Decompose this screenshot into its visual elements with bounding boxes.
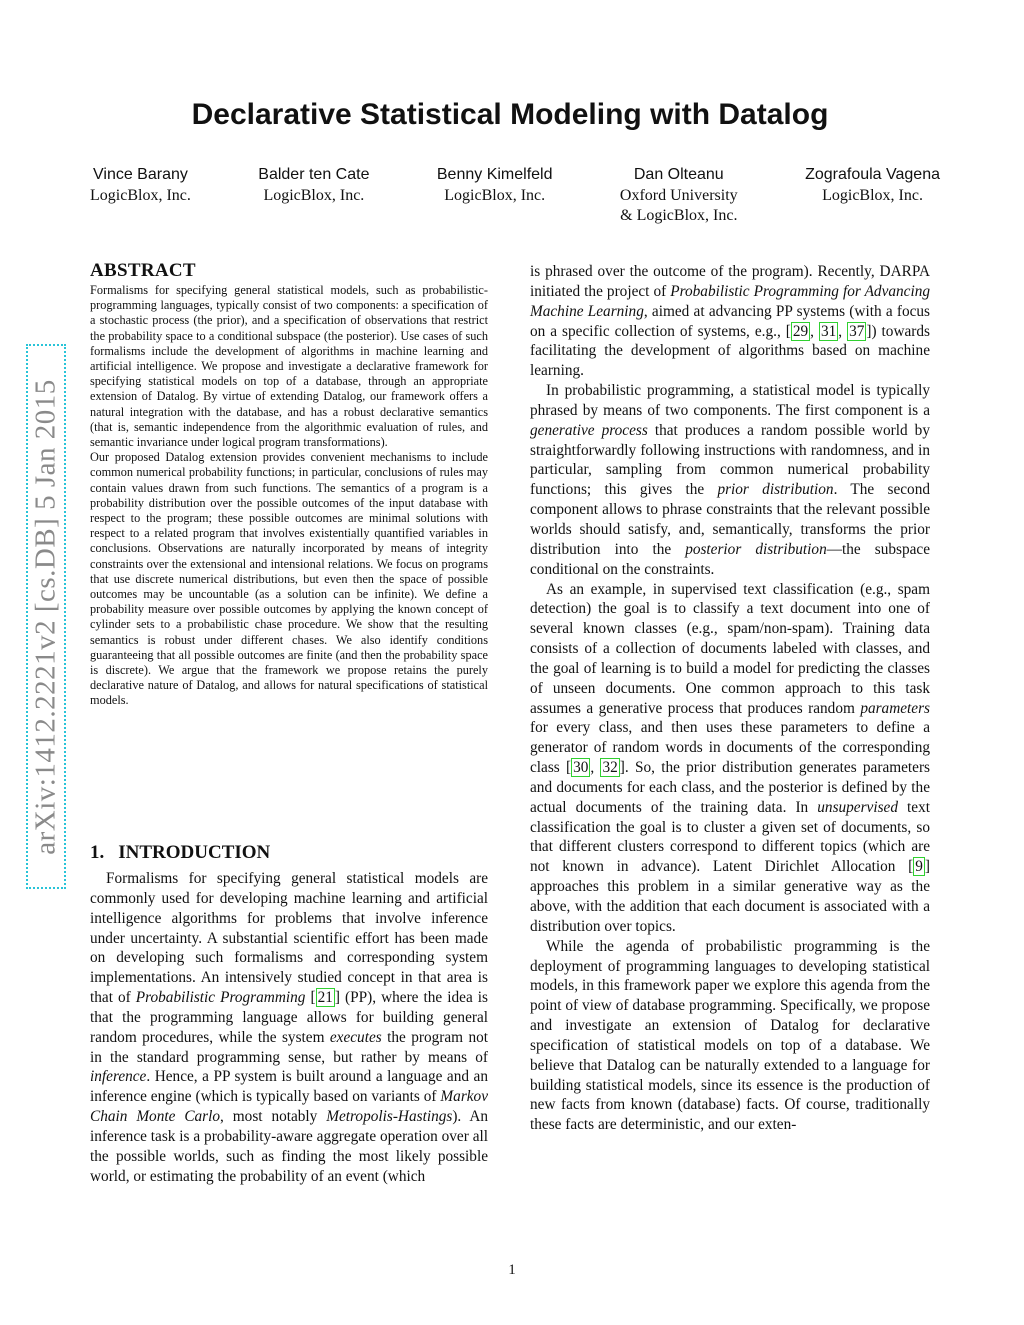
author-name: Vince Barany	[93, 166, 188, 183]
author-block	[620, 164, 738, 226]
intro-left-column	[90, 869, 488, 1187]
citation-link[interactable]: 21	[317, 989, 333, 1007]
citation-link[interactable]: 31	[820, 322, 837, 340]
author-name: Zografoula Vagena	[805, 166, 940, 183]
citation-link[interactable]: 9	[915, 858, 923, 876]
section-title: INTRODUCTION	[118, 842, 271, 863]
body-paragraph: While the agenda of probabilistic programming is the deployment of programming languages to developing statistical models, in this framework paper we explore this agenda from the point of view of database programming. Specifically, we propose and investigate an extension of Datalog for declarative specification of statistical models on top of a database. We believe that Datalog can be naturally extended to a language for building statistical models, since its essence is the production of new facts from known (database) facts. Of course, traditionally these facts are deterministic, and our exten-	[530, 937, 930, 1134]
emphasis: inference	[90, 1068, 147, 1086]
author-affiliation: LogicBlox, Inc.	[822, 187, 923, 204]
emphasis: generative process	[530, 421, 648, 439]
author-name: Dan Olteanu	[633, 166, 724, 183]
body-paragraph: As an example, in supervised text classification (e.g., spam detection) the goal is to classify a text document into one of several known classes (e.g., spam/non-spam). Training data consists of a collection of documents labeled with classes, and the goal of learning is to build a model for predicting the classes of unseen documents. One common approach to this task assumes a generative process that produces random parameters for every class, and then uses these parameters to define a generator of random words in documents of the corresponding class [ 30 , 32 ]. So, the prior distribution generates parameters and documents for each class, and the posterior is defined by the actual documents of the training data. In unsupervised text classification the goal is to cluster a given set of documents, so that different clusters correspond to different topics (which are not known in advance). Latent Dirichlet Allocation [ 9 ] approaches this problem in a similar generative way as the above, with the addition that each document is associated with a distribution over topics.	[530, 580, 931, 935]
abstract-paragraph: Formalisms for specifying general statistical models, such as probabilistic-programming languages, typically consist of two components: a specification of a stochastic process (the prior), and a specification of observations that restrict the probability space to a conditional subspace (the posterior). Use cases of such formalisms include the development of algorithms in machine learning and artificial intelligence. We propose and investigate a declarative framework for specifying statistical models on top of a database, through an appropriate extension of Datalog. By virtue of extending Datalog, our framework offers a natural integration with the database, and has a robust declarative semantics (that is, semantic independence from the algorithmic evaluation of rules, and semantic invariance under logical program transformations).	[90, 283, 488, 450]
emphasis: Markov Chain Monte Carlo	[90, 1088, 488, 1126]
citation-link[interactable]: 32	[602, 759, 618, 777]
arxiv-identifier[interactable]: arXiv:1412.2221v2 [cs.DB] 5 Jan 2015	[29, 378, 62, 855]
author-affiliation: LogicBlox, Inc.	[90, 187, 191, 204]
author-affiliation: Oxford University	[619, 187, 738, 204]
section-number: 1.	[90, 842, 105, 863]
emphasis: Probabilistic Programming for Advancing Machine Learning	[530, 282, 931, 320]
intro-right-column	[530, 262, 930, 1135]
emphasis: prior distribution	[717, 481, 834, 499]
author-affiliation-secondary: & LogicBlox, Inc.	[620, 207, 738, 224]
emphasis: executes	[329, 1028, 382, 1046]
emphasis: posterior distribution	[685, 540, 827, 558]
section-heading	[90, 842, 270, 864]
abstract-body	[90, 283, 488, 709]
emphasis: Probabilistic Programming	[135, 989, 306, 1007]
citation-link[interactable]: 29	[792, 322, 809, 340]
abstract-heading: ABSTRACT	[90, 260, 196, 281]
author-affiliation: LogicBlox, Inc.	[263, 187, 365, 204]
citation-link[interactable]: 37	[849, 322, 865, 340]
author-name: Benny Kimelfeld	[436, 166, 553, 183]
emphasis: Metropolis-Hastings	[326, 1108, 453, 1126]
emphasis: parameters	[860, 699, 930, 717]
abstract-paragraph: Our proposed Datalog extension provides convenient mechanisms to include common numerical probability functions; in particular, conclusions of rules may contain values drawn from such functions. The semantics of a program is a probability distribution over the possible outcomes of the input database with respect to the program; these possible outcomes are minimal solutions with respect to a related program that involves existentially quantified variables in conclusions. Observations are naturally incorporated by means of integrity constraints over the extensional and intensional relations. We focus on programs that use discrete numerical distributions, but even then the space of possible outcomes may be uncountable (as a solution can be infinite). We define a probability measure over possible outcomes by applying the known concept of cylinder sets to a probabilistic chase procedure. We show that the resulting semantics is robust under different chases. We also identify conditions guaranteeing that all possible outcomes are finite (and then the probability space is discrete). We argue that the framework we propose retains the purely declarative nature of Datalog, and allows for natural specifications of statistical models.	[90, 450, 488, 708]
body-paragraph: is phrased over the outcome of the program). Recently, DARPA initiated the project of Probabilistic Programming for Advancing Machine Learning, aimed at advancing PP systems (with a focus on a specific collection of systems, e.g., [ 29 , 31 , 37 ]) towards facilitating the development of algorithms based on machine learning.	[530, 263, 931, 380]
emphasis: unsupervised	[817, 798, 898, 816]
page-number: 1	[508, 1262, 516, 1278]
author-list	[90, 164, 940, 226]
author-affiliation: LogicBlox, Inc.	[444, 187, 546, 204]
author-block	[258, 164, 369, 226]
paper-title: Declarative Statistical Modeling with Datalog	[191, 98, 829, 131]
body-paragraph: In probabilistic programming, a statistical model is typically phrased by means of two components. The first component is a generative process that produces a random possible world by straightforwardly following instructions with randomness, and in particular, sampling from common numerical probability functions; this gives the prior distribution. The second component allows to phrase constraints that the relevant possible worlds should satisfy, and, semantically, transforms the prior distribution into the posterior distribution—the subspace conditional on the constraints.	[530, 382, 930, 578]
body-paragraph: Formalisms for specifying general statistical models are commonly used for developing machine learning and artificial intelligence algorithms for problems that involve inference under uncertainty. A substantial scientific effort has been made on developing such formalisms and corresponding system implementations. An intensively studied concept in that area is that of Probabilistic Programming [ 21 ] (PP), where the idea is that the programming language allows for building general random procedures, while the system executes the program not in the standard programming sense, but rather by means of inference. Hence, a PP system is built around a language and an inference engine (which is typically based on variants of Markov Chain Monte Carlo, most notably Metropolis-Hastings). An inference task is a probability-aware aggregate operation over all the possible worlds, such as finding the most likely possible world, or estimating the probability of an event (which	[90, 870, 489, 1185]
arxiv-stamp	[26, 344, 66, 889]
author-block	[437, 164, 553, 226]
author-name: Balder ten Cate	[258, 166, 370, 183]
citation-link[interactable]: 30	[573, 759, 589, 777]
author-block	[805, 164, 940, 226]
author-block	[90, 164, 191, 226]
